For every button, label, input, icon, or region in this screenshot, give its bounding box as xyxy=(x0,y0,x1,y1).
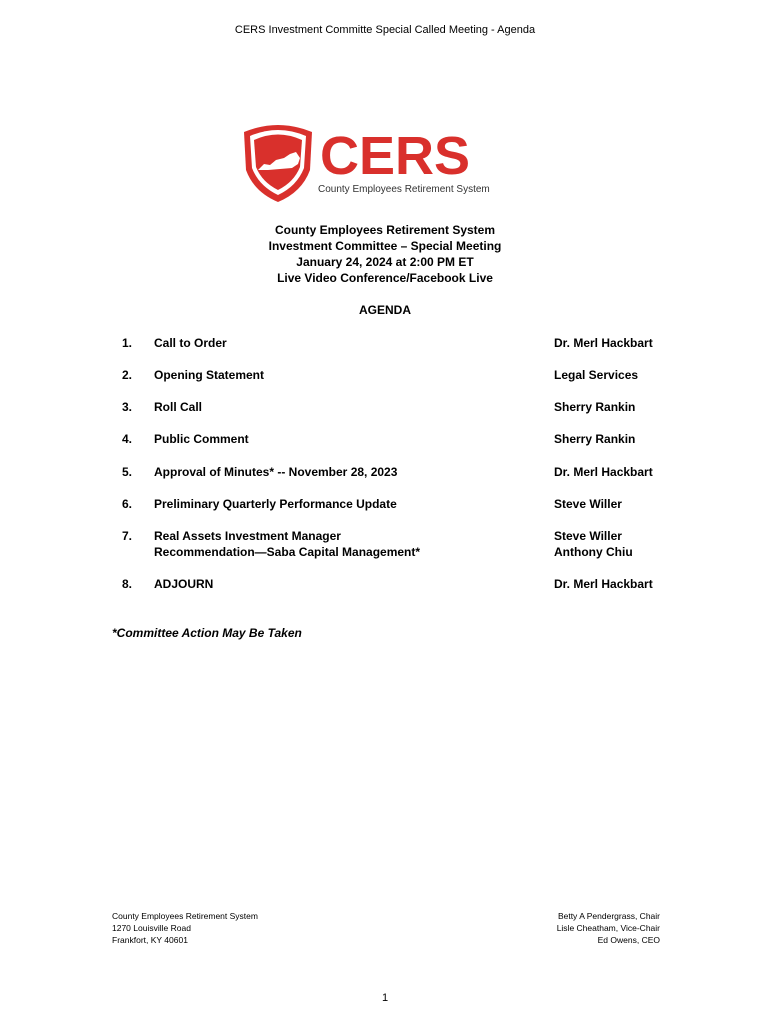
title-line-4: Live Video Conference/Facebook Live xyxy=(277,271,493,285)
cers-logo xyxy=(240,118,500,208)
agenda-item-topic: Call to Order xyxy=(154,336,227,350)
agenda-item-topic-line: Recommendation—Saba Capital Management* xyxy=(154,545,421,559)
agenda-item-topic: Roll Call xyxy=(154,400,203,414)
agenda-item-topic xyxy=(154,528,514,560)
agenda-item-presenter: Legal Services xyxy=(554,368,639,382)
committee-action-note: *Committee Action May Be Taken xyxy=(112,626,302,640)
footer-officers xyxy=(557,910,660,946)
footer-address xyxy=(112,910,258,946)
logo-wordmark: CERS xyxy=(320,126,471,186)
agenda-item-number: 8. xyxy=(122,577,133,591)
agenda-item-number: 6. xyxy=(122,497,133,511)
agenda-item-topic: Preliminary Quarterly Performance Update xyxy=(154,497,397,511)
agenda-item-number: 5. xyxy=(122,465,133,479)
agenda-item-presenter xyxy=(554,528,704,560)
agenda-item-number: 1. xyxy=(122,336,133,350)
title-line-1: County Employees Retirement System xyxy=(274,223,496,237)
agenda-item-presenter-line: Anthony Chiu xyxy=(554,545,633,559)
footer-address-line: 1270 Louisville Road xyxy=(112,923,191,933)
footer-address-line: Frankfort, KY 40601 xyxy=(112,935,188,945)
agenda-item-topic: Opening Statement xyxy=(154,368,265,382)
agenda-item-number: 3. xyxy=(122,400,133,414)
agenda-item-topic: Public Comment xyxy=(154,432,249,446)
title-line-2: Investment Committee – Special Meeting xyxy=(268,239,502,253)
footer-officer-line: Betty A Pendergrass, Chair xyxy=(557,911,660,921)
agenda-item-presenter: Steve Willer xyxy=(554,497,622,511)
agenda-item-topic: ADJOURN xyxy=(154,577,214,591)
agenda-heading: AGENDA xyxy=(358,303,411,317)
footer-address-line: County Employees Retirement System xyxy=(112,911,258,921)
agenda-item-presenter: Dr. Merl Hackbart xyxy=(554,336,653,350)
agenda-item-presenter-line: Steve Willer xyxy=(554,529,622,543)
agenda-item-number: 7. xyxy=(122,529,133,543)
agenda-item-number: 4. xyxy=(122,432,133,446)
agenda-item-number: 2. xyxy=(122,368,133,382)
page-number: 1 xyxy=(381,992,389,1004)
cers-logo-graphic xyxy=(240,118,500,208)
agenda-item-topic: Approval of Minutes* -- November 28, 2023 xyxy=(154,465,398,479)
footer-officer-line: Ed Owens, CEO xyxy=(597,935,660,945)
agenda-item-presenter: Dr. Merl Hackbart xyxy=(554,465,653,479)
logo-tagline: County Employees Retirement System xyxy=(318,184,490,195)
meeting-titles xyxy=(0,222,770,286)
agenda-item-presenter: Sherry Rankin xyxy=(554,432,636,446)
agenda-item-presenter: Dr. Merl Hackbart xyxy=(554,577,653,591)
footer-officer-line: Lisle Cheatham, Vice-Chair xyxy=(556,923,660,933)
title-line-3: January 24, 2024 at 2:00 PM ET xyxy=(296,255,474,269)
agenda-item-topic-line: Real Assets Investment Manager xyxy=(154,529,341,543)
running-header: CERS Investment Committe Special Called Meeting - Agenda xyxy=(234,24,536,36)
agenda-item-presenter: Sherry Rankin xyxy=(554,400,636,414)
